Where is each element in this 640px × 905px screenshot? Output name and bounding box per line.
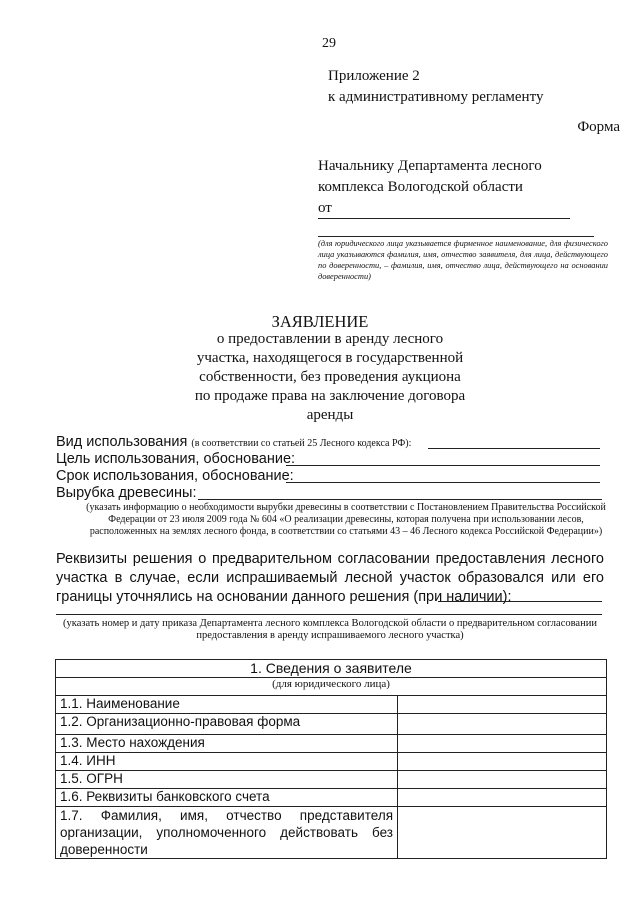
row-label: 1.3. Место нахождения [56, 735, 398, 753]
use-type-note: (в соответствии со статьей 25 Лесного кодекса РФ): [191, 438, 412, 449]
row-label: 1.6. Реквизиты банковского счета [56, 789, 398, 807]
decision-input-2[interactable] [56, 614, 602, 615]
table-header-row [56, 660, 607, 678]
subtitle-line: участка, находящегося в государственной [196, 350, 464, 366]
appendix-line-2: к административному регламенту [328, 89, 544, 105]
felling-label: Вырубка древесины: [56, 485, 197, 501]
row-label: 1.7. Фамилия, имя, отчество представителя организации, уполномоченного действовать без доверенности [56, 807, 398, 859]
row-value-cell[interactable] [398, 753, 607, 771]
table-subheader-row [56, 678, 607, 696]
row-label: 1.2. Организационно-правовая форма [56, 714, 398, 735]
applicant-info-table [55, 659, 607, 859]
section-subheader: (для юридического лица) [56, 678, 607, 696]
row-label: 1.1. Наименование [56, 696, 398, 714]
row-value-cell[interactable] [398, 789, 607, 807]
felling-note: (указать информацию о необходимости вырубки древесины в соответствии с Постановлением Правительства Российской Федерации от 23 июля 2009 года № 604 «О реализации древесины, которая получена при использовании лесов, расположенных на землях лесного фонда, в соответствии со статьями 43 – 46 Лесного кодекса Российской Федерации») [86, 502, 606, 537]
from-underline[interactable] [318, 218, 570, 219]
felling-input[interactable] [198, 499, 602, 500]
use-type-row [56, 434, 411, 450]
table-row [56, 771, 607, 789]
row-value-cell[interactable] [398, 807, 607, 859]
table-row [56, 696, 607, 714]
felling-row [56, 485, 196, 501]
table-row [56, 753, 607, 771]
table-row [56, 789, 607, 807]
appendix-line-1: Приложение 2 [328, 68, 420, 84]
purpose-row [56, 451, 295, 467]
use-type-label: Вид использования [56, 434, 188, 450]
row-value-cell[interactable] [398, 735, 607, 753]
row-value-cell[interactable] [398, 696, 607, 714]
subtitle-line: по продаже права на заключение договора [194, 388, 466, 404]
appendix-header [328, 66, 543, 108]
applicant-hint: (для юридического лица указывается фирменное наименование, для физического лица указываются фамилия, имя, отчество заявителя, для лица, действующего по доверенности, – фамилия, имя, отчество лица, действующего на основании доверенности) [318, 239, 608, 281]
document-subtitle [180, 330, 480, 425]
decision-input-1[interactable] [438, 601, 602, 602]
purpose-label: Цель использования, обоснование: [56, 451, 296, 467]
decision-note: (указать номер и дату приказа Департамента лесного комплекса Вологодской области о предварительном согласовании предоставления в аренду испрашиваемого лесного участка) [63, 618, 597, 641]
form-label: Форма [577, 119, 620, 135]
row-label: 1.5. ОГРН [56, 771, 398, 789]
term-input[interactable] [286, 482, 600, 483]
addressee-line-2: комплекса Вологодской области [318, 179, 523, 195]
term-label: Срок использования, обоснование: [56, 468, 294, 484]
row-label: 1.4. ИНН [56, 753, 398, 771]
subtitle-line: аренды [306, 407, 354, 423]
table-row [56, 807, 607, 859]
section-title: 1. Сведения о заявителе [56, 660, 607, 678]
addressee-line-1: Начальнику Департамента лесного [318, 158, 542, 174]
use-type-input[interactable] [428, 448, 600, 449]
term-row [56, 468, 294, 484]
subtitle-line: собственности, без проведения аукциона [199, 369, 461, 385]
purpose-input[interactable] [286, 465, 600, 466]
table-row [56, 735, 607, 753]
table-row [56, 714, 607, 735]
document-title: ЗАЯВЛЕНИЕ [271, 312, 369, 331]
subtitle-line: о предоставлении в аренду лесного [216, 331, 444, 347]
addressee-block [318, 156, 542, 219]
row-value-cell[interactable] [398, 771, 607, 789]
row-value-cell[interactable] [398, 714, 607, 735]
decision-paragraph: Реквизиты решения о предварительном согласовании предоставления лесного участка в случае, если испрашиваемый лесной участок образовался или его границы уточнялись на основании данного решения (при наличии): [56, 551, 604, 605]
from-underline-2[interactable] [318, 236, 594, 237]
addressee-from: от [318, 200, 332, 216]
page-number: 29 [322, 36, 336, 51]
